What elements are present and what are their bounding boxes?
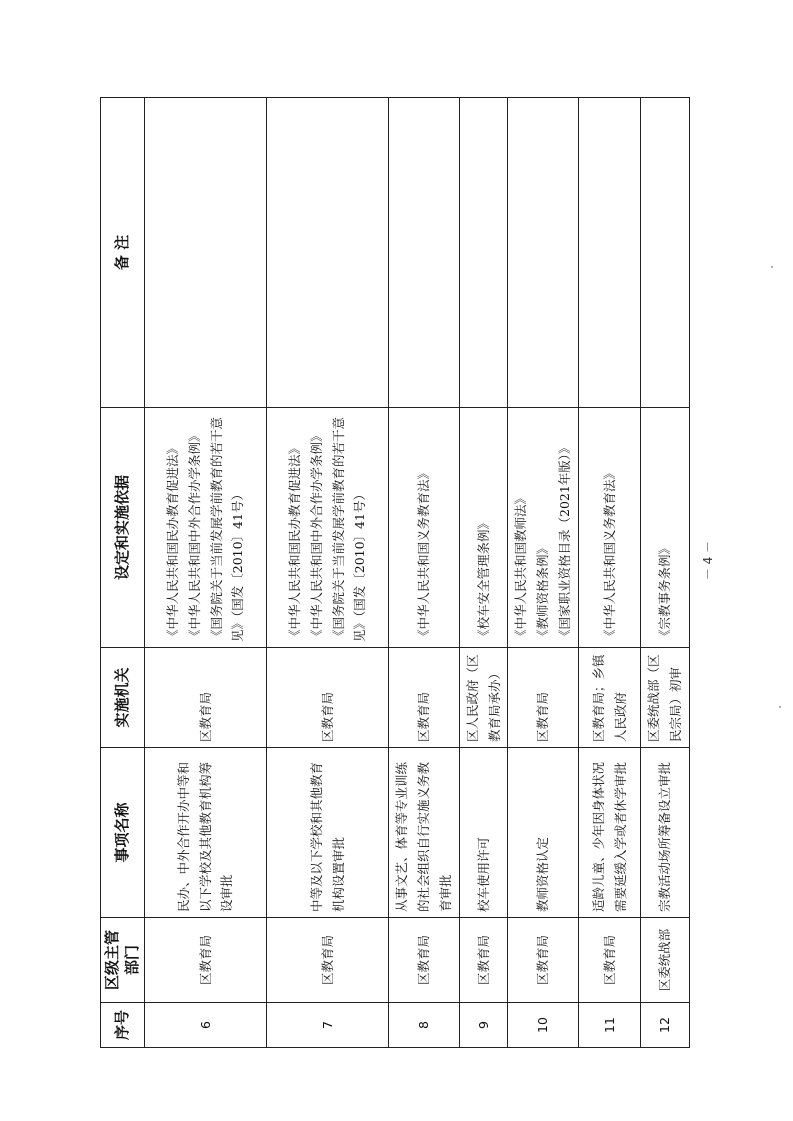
rotated-table-container	[100, 98, 683, 1048]
header-basis: 设定和实施依据	[101, 408, 145, 648]
row-seq: 10	[508, 1003, 579, 1048]
row-agency: 区教育局	[267, 648, 389, 748]
row-basis	[508, 408, 579, 648]
header-agency: 实施机关	[101, 648, 145, 748]
row-agency: 区教育局	[508, 648, 579, 748]
basis-line: 《中华人民共和国中外合作办学条例》	[186, 429, 202, 642]
table-row	[389, 98, 460, 1048]
header-dept: 区级主管部门	[101, 918, 145, 1003]
table-header-row	[101, 98, 145, 1048]
header-remark: 备 注	[101, 98, 145, 408]
basis-line: 《宗教事务条例》	[656, 541, 672, 642]
row-dept: 区委统战部	[641, 918, 690, 1003]
row-agency: 区教育局；乡镇人民政府	[579, 648, 641, 748]
row-dept: 区教育局	[145, 918, 267, 1003]
row-item: 宗教活动场所筹备设立审批	[641, 748, 690, 918]
row-dept: 区教育局	[579, 918, 641, 1003]
basis-line: 《国务院关于当前发展学前教育的若干意见》（国发〔2010〕41号）	[330, 416, 368, 642]
basis-line: 《中华人民共和国民办教育促进法》	[286, 441, 302, 642]
row-item: 教师资格认定	[508, 748, 579, 918]
table-row	[145, 98, 267, 1048]
basis-line: 《教师资格条例》	[535, 541, 551, 642]
row-basis	[145, 408, 267, 648]
row-seq: 8	[389, 1003, 460, 1048]
row-remark	[389, 98, 460, 408]
row-item: 民办、中外合作开办中等和以下学校及其他教育机构筹设审批	[145, 748, 267, 918]
row-remark	[579, 98, 641, 408]
row-seq: 7	[267, 1003, 389, 1048]
row-agency: 区人民政府（区教育局承办）	[459, 648, 508, 748]
row-basis	[459, 408, 508, 648]
row-basis	[267, 408, 389, 648]
table-row	[508, 98, 579, 1048]
basis-line: 《国家职业资格目录（2021年版）》	[557, 441, 573, 642]
row-seq: 11	[579, 1003, 641, 1048]
row-seq: 9	[459, 1003, 508, 1048]
header-item: 事项名称	[101, 748, 145, 918]
table-row	[579, 98, 641, 1048]
row-dept: 区教育局	[508, 918, 579, 1003]
approval-items-table	[100, 97, 690, 1048]
basis-line: 《中华人民共和国民办教育促进法》	[164, 441, 180, 642]
scan-speck	[779, 706, 781, 708]
page-number: － 4 －	[701, 540, 716, 581]
row-remark	[508, 98, 579, 408]
table-row	[267, 98, 389, 1048]
row-agency: 区教育局	[389, 648, 460, 748]
row-item: 中等及以下学校和其他教育机构设置审批	[267, 748, 389, 918]
row-dept: 区教育局	[389, 918, 460, 1003]
row-remark	[459, 98, 508, 408]
row-remark	[145, 98, 267, 408]
basis-line: 《中华人民共和国义务教育法》	[415, 466, 431, 642]
header-seq: 序号	[101, 1003, 145, 1048]
table-row	[641, 98, 690, 1048]
basis-line: 《中华人民共和国义务教育法》	[601, 466, 617, 642]
row-item: 适龄儿童、少年因身体状况需要延缓入学或者休学审批	[579, 748, 641, 918]
row-dept: 区教育局	[267, 918, 389, 1003]
row-agency: 区教育局	[145, 648, 267, 748]
basis-line: 《校车安全管理条例》	[475, 516, 491, 642]
row-item: 校车使用许可	[459, 748, 508, 918]
row-basis	[579, 408, 641, 648]
table-row	[459, 98, 508, 1048]
basis-line: 《中华人民共和国教师法》	[513, 491, 529, 642]
row-remark	[267, 98, 389, 408]
row-basis	[641, 408, 690, 648]
row-agency: 区委统战部（区民宗局）初审	[641, 648, 690, 748]
row-seq: 12	[641, 1003, 690, 1048]
row-seq: 6	[145, 1003, 267, 1048]
row-dept: 区教育局	[459, 918, 508, 1003]
basis-line: 《国务院关于当前发展学前教育的若干意见》（国发〔2010〕41号）	[208, 416, 246, 642]
row-basis	[389, 408, 460, 648]
row-item: 从事文艺、体育等专业训练的社会组织自行实施义务教育审批	[389, 748, 460, 918]
basis-line: 《中华人民共和国中外合作办学条例》	[308, 429, 324, 642]
row-remark	[641, 98, 690, 408]
scan-speck	[771, 266, 773, 268]
